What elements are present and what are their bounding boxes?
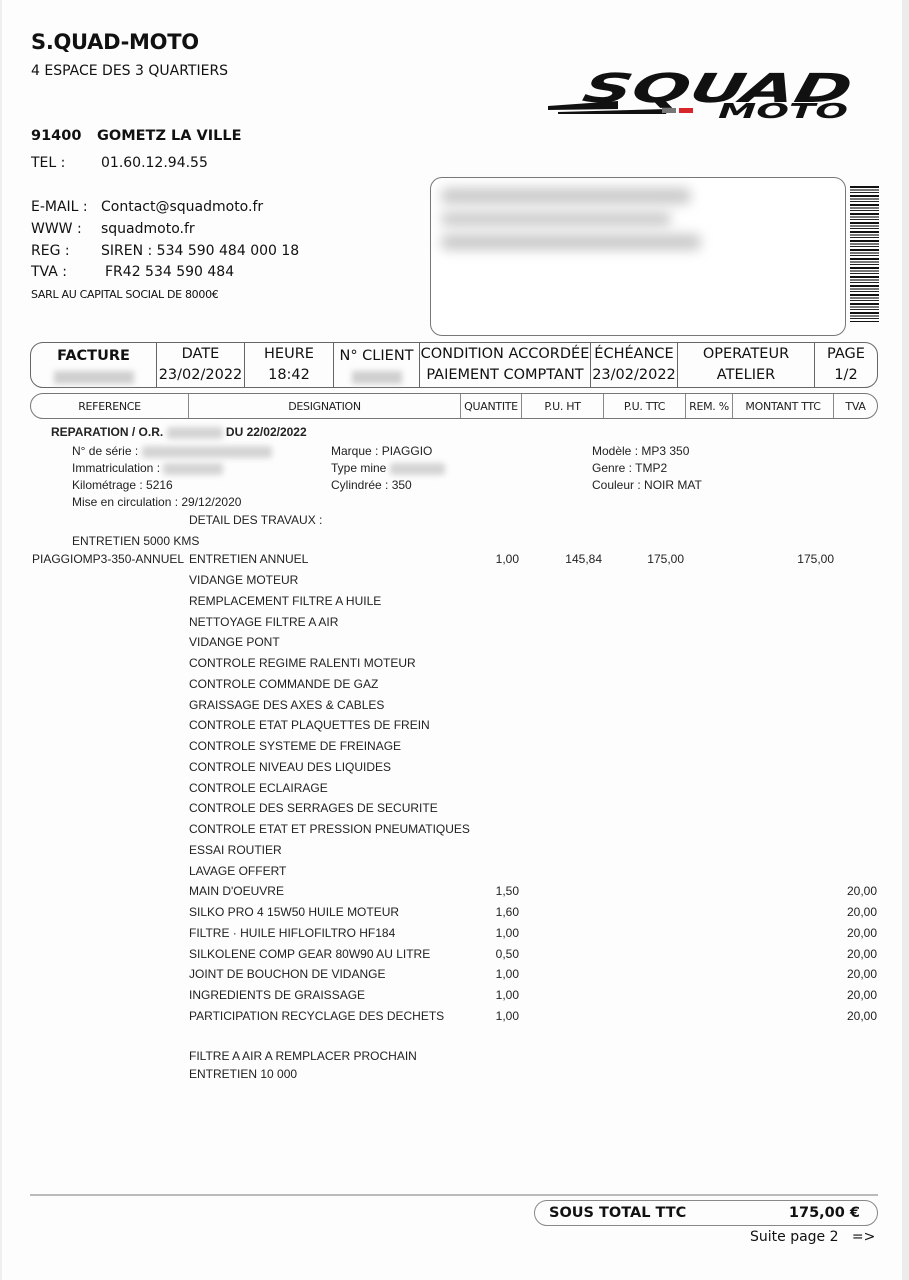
reg-row bbox=[31, 243, 299, 259]
line-designation: CONTROLE NIVEAU DES LIQUIDES bbox=[189, 759, 392, 774]
line-quantity: 1,00 bbox=[495, 967, 519, 982]
line-quantity: 1,00 bbox=[495, 552, 519, 566]
condition-label: CONDITION ACCORDÉE bbox=[420, 346, 590, 362]
table-row bbox=[0, 698, 909, 718]
line-designation: CONTROLE ETAT ET PRESSION PNEUMATIQUES bbox=[189, 822, 470, 836]
line-designation: CONTROLE SYSTEME DE FREINAGE bbox=[189, 739, 402, 753]
line-pu-ttc: 175,00 bbox=[647, 552, 684, 566]
echeance-cell bbox=[591, 343, 678, 387]
col-tva: TVA bbox=[845, 399, 866, 413]
line-designation: VIDANGE PONT bbox=[189, 635, 280, 650]
line-designation: INGREDIENTS DE GRAISSAGE bbox=[189, 988, 366, 1002]
email-row bbox=[31, 199, 263, 215]
page-value: 1/2 bbox=[834, 367, 858, 383]
condition-value: PAIEMENT COMPTANT bbox=[426, 367, 584, 383]
line-tva: 20,00 bbox=[846, 884, 877, 899]
line-quantity: 1,60 bbox=[495, 905, 519, 919]
footer-divider bbox=[30, 1194, 878, 1196]
table-row bbox=[0, 615, 909, 635]
col-pu-ttc: P.U. TTC bbox=[604, 394, 686, 418]
tel-label: TEL : bbox=[31, 155, 66, 171]
www-row bbox=[31, 221, 195, 237]
table-row bbox=[0, 905, 909, 925]
line-designation: SILKOLENE COMP GEAR 80W90 AU LITRE bbox=[189, 946, 431, 961]
repair-title bbox=[51, 425, 307, 439]
tel-row bbox=[31, 155, 208, 171]
modele: Modèle : MP3 350 bbox=[592, 444, 690, 458]
redacted-type-mine bbox=[390, 463, 445, 475]
redacted-client-name bbox=[441, 188, 691, 204]
client-cell bbox=[334, 343, 420, 387]
subtotal-value: 175,00 € bbox=[788, 1205, 860, 1221]
reg-label: REG : bbox=[31, 243, 70, 259]
redacted-serie bbox=[142, 446, 272, 458]
page-label: PAGE bbox=[827, 346, 865, 362]
col-designation: DESIGNATION bbox=[189, 394, 461, 418]
line-quantity: 1,50 bbox=[495, 884, 519, 899]
genre: Genre : TMP2 bbox=[592, 461, 668, 475]
table-row bbox=[0, 656, 909, 676]
table-row bbox=[0, 884, 909, 904]
line-pu-ht: 145,84 bbox=[565, 552, 602, 566]
table-row bbox=[0, 988, 909, 1008]
www-label: WWW : bbox=[31, 221, 82, 237]
barcode bbox=[850, 186, 879, 322]
immat-row bbox=[72, 461, 223, 475]
note-line-2: ENTRETIEN 10 000 bbox=[189, 1067, 298, 1081]
redacted-client-address bbox=[441, 212, 671, 226]
heure-cell bbox=[245, 343, 334, 387]
echeance-label: ÉCHÉANCE bbox=[594, 346, 674, 362]
marque: Marque : PIAGGIO bbox=[331, 444, 433, 458]
echeance-value: 23/02/2022 bbox=[592, 367, 676, 383]
redacted-immat bbox=[163, 463, 223, 475]
tva-value: FR42 534 590 484 bbox=[105, 264, 235, 280]
line-designation: VIDANGE MOTEUR bbox=[189, 573, 299, 587]
table-row bbox=[0, 781, 909, 801]
repair-title-prefix: REPARATION / O.R. bbox=[51, 425, 164, 439]
operateur-cell bbox=[678, 343, 815, 387]
svg-text:MOTO: MOTO bbox=[718, 99, 848, 120]
detail-travaux-label: DETAIL DES TRAVAUX : bbox=[189, 513, 323, 527]
table-row bbox=[0, 864, 909, 884]
serie-label: N° de série : bbox=[72, 444, 139, 458]
immat-label: Immatriculation : bbox=[72, 461, 161, 475]
line-quantity: 0,50 bbox=[495, 946, 519, 961]
table-row bbox=[0, 1009, 909, 1029]
table-row bbox=[0, 594, 909, 614]
line-designation: LAVAGE OFFERT bbox=[189, 863, 287, 878]
reg-value: SIREN : 534 590 484 000 18 bbox=[101, 243, 300, 259]
line-quantity: 1,00 bbox=[495, 1008, 519, 1023]
col-montant-ttc: MONTANT TTC bbox=[733, 394, 834, 418]
table-row bbox=[0, 739, 909, 759]
table-row bbox=[0, 635, 909, 655]
tva-label: TVA : bbox=[31, 264, 67, 280]
col-remise: REM. % bbox=[686, 394, 733, 418]
type-mine-label: Type mine bbox=[331, 461, 387, 475]
couleur: Couleur : NOIR MAT bbox=[592, 478, 702, 492]
redacted-invoice-number bbox=[54, 371, 134, 384]
type-mine-row bbox=[331, 461, 445, 475]
redacted-client-number bbox=[352, 371, 402, 384]
table-row bbox=[0, 573, 909, 593]
repair-title-suffix: DU 22/02/2022 bbox=[225, 425, 307, 439]
line-designation: NETTOYAGE FILTRE A AIR bbox=[189, 614, 339, 629]
operateur-label: OPERATEUR bbox=[702, 346, 790, 362]
table-row bbox=[0, 843, 909, 863]
table-row bbox=[0, 967, 909, 987]
continuation-note: Suite page 2 => bbox=[750, 1229, 876, 1245]
serie-row bbox=[72, 444, 272, 458]
table-row bbox=[0, 947, 909, 967]
col-reference: REFERENCE bbox=[31, 394, 189, 418]
line-tva: 20,00 bbox=[846, 1008, 877, 1023]
client-address-box bbox=[430, 177, 846, 336]
invoice-header-table bbox=[30, 342, 878, 388]
date-label: DATE bbox=[181, 346, 220, 362]
line-designation: CONTROLE ECLAIRAGE bbox=[189, 780, 328, 795]
condition-cell bbox=[420, 343, 591, 387]
table-row bbox=[0, 552, 909, 572]
line-tva: 20,00 bbox=[846, 946, 877, 961]
heure-value: 18:42 bbox=[268, 367, 310, 383]
line-reference: PIAGGIOMP3-350-ANNUEL bbox=[32, 552, 185, 566]
line-tva: 20,00 bbox=[846, 925, 877, 940]
line-designation: CONTROLE DES SERRAGES DE SECURITE bbox=[189, 801, 438, 816]
line-designation: REMPLACEMENT FILTRE A HUILE bbox=[189, 593, 382, 608]
col-pu-ht: P.U. HT bbox=[522, 394, 604, 418]
line-tva: 20,00 bbox=[846, 905, 877, 919]
heure-label: HEURE bbox=[264, 346, 314, 362]
package-label: ENTRETIEN 5000 KMS bbox=[72, 534, 200, 548]
facture-cell bbox=[31, 343, 157, 387]
table-row bbox=[0, 718, 909, 738]
zip-code: 91400 bbox=[31, 128, 82, 144]
city-name: GOMETZ LA VILLE bbox=[97, 128, 242, 144]
line-tva: 20,00 bbox=[846, 988, 877, 1002]
col-quantite: QUANTITE bbox=[461, 394, 522, 418]
table-row bbox=[0, 801, 909, 821]
column-header-row bbox=[30, 393, 878, 419]
table-row bbox=[0, 760, 909, 780]
line-designation: ESSAI ROUTIER bbox=[189, 842, 282, 857]
line-quantity: 1,00 bbox=[495, 925, 519, 940]
table-row bbox=[0, 677, 909, 697]
operateur-value: ATELIER bbox=[716, 367, 776, 383]
www-value[interactable]: squadmoto.fr bbox=[101, 221, 195, 237]
cylindree: Cylindrée : 350 bbox=[331, 478, 412, 492]
line-designation: GRAISSAGE DES AXES & CABLES bbox=[189, 697, 385, 712]
capital-notice: SARL AU CAPITAL SOCIAL DE 8000€ bbox=[31, 288, 219, 301]
tel-value: 01.60.12.94.55 bbox=[101, 155, 208, 171]
email-value[interactable]: Contact@squadmoto.fr bbox=[101, 199, 264, 215]
line-tva: 20,00 bbox=[846, 967, 877, 982]
redacted-or-number bbox=[167, 427, 223, 439]
line-designation: CONTROLE REGIME RALENTI MOTEUR bbox=[189, 656, 416, 670]
line-designation: JOINT DE BOUCHON DE VIDANGE bbox=[189, 967, 386, 982]
redacted-client-city bbox=[441, 234, 701, 250]
mise-en-circulation: Mise en circulation : 29/12/2020 bbox=[72, 495, 242, 509]
table-row bbox=[0, 926, 909, 946]
email-label: E-MAIL : bbox=[31, 199, 88, 215]
facture-label: FACTURE bbox=[57, 348, 130, 364]
line-designation: ENTRETIEN ANNUEL bbox=[189, 552, 309, 566]
date-cell bbox=[157, 343, 245, 387]
company-name: S.QUAD-MOTO bbox=[31, 30, 199, 54]
table-row bbox=[0, 822, 909, 842]
line-montant-ttc: 175,00 bbox=[797, 552, 834, 566]
page-cell bbox=[815, 343, 877, 387]
client-label: N° CLIENT bbox=[339, 348, 414, 364]
line-designation: SILKO PRO 4 15W50 HUILE MOTEUR bbox=[189, 905, 400, 919]
svg-text:SQUAD: SQUAD bbox=[578, 68, 747, 112]
line-designation: CONTROLE COMMANDE DE GAZ bbox=[189, 676, 379, 691]
line-designation: CONTROLE ETAT PLAQUETTES DE FREIN bbox=[189, 718, 430, 733]
kilometrage: Kilométrage : 5216 bbox=[72, 478, 173, 492]
subtotal-label: SOUS TOTAL TTC bbox=[549, 1205, 687, 1221]
company-city bbox=[31, 128, 242, 144]
company-address: 4 ESPACE DES 3 QUARTIERS bbox=[31, 63, 229, 79]
squad-moto-logo bbox=[548, 68, 860, 120]
note-line-1: FILTRE A AIR A REMPLACER PROCHAIN bbox=[189, 1049, 417, 1063]
line-quantity: 1,00 bbox=[495, 988, 519, 1002]
line-designation: FILTRE · HUILE HIFLOFILTRO HF184 bbox=[189, 925, 396, 940]
tva-row bbox=[31, 264, 234, 280]
date-value: 23/02/2022 bbox=[158, 367, 243, 383]
line-designation: MAIN D'OEUVRE bbox=[189, 884, 284, 899]
subtotal-box bbox=[534, 1200, 878, 1226]
line-designation: PARTICIPATION RECYCLAGE DES DECHETS bbox=[189, 1008, 445, 1023]
